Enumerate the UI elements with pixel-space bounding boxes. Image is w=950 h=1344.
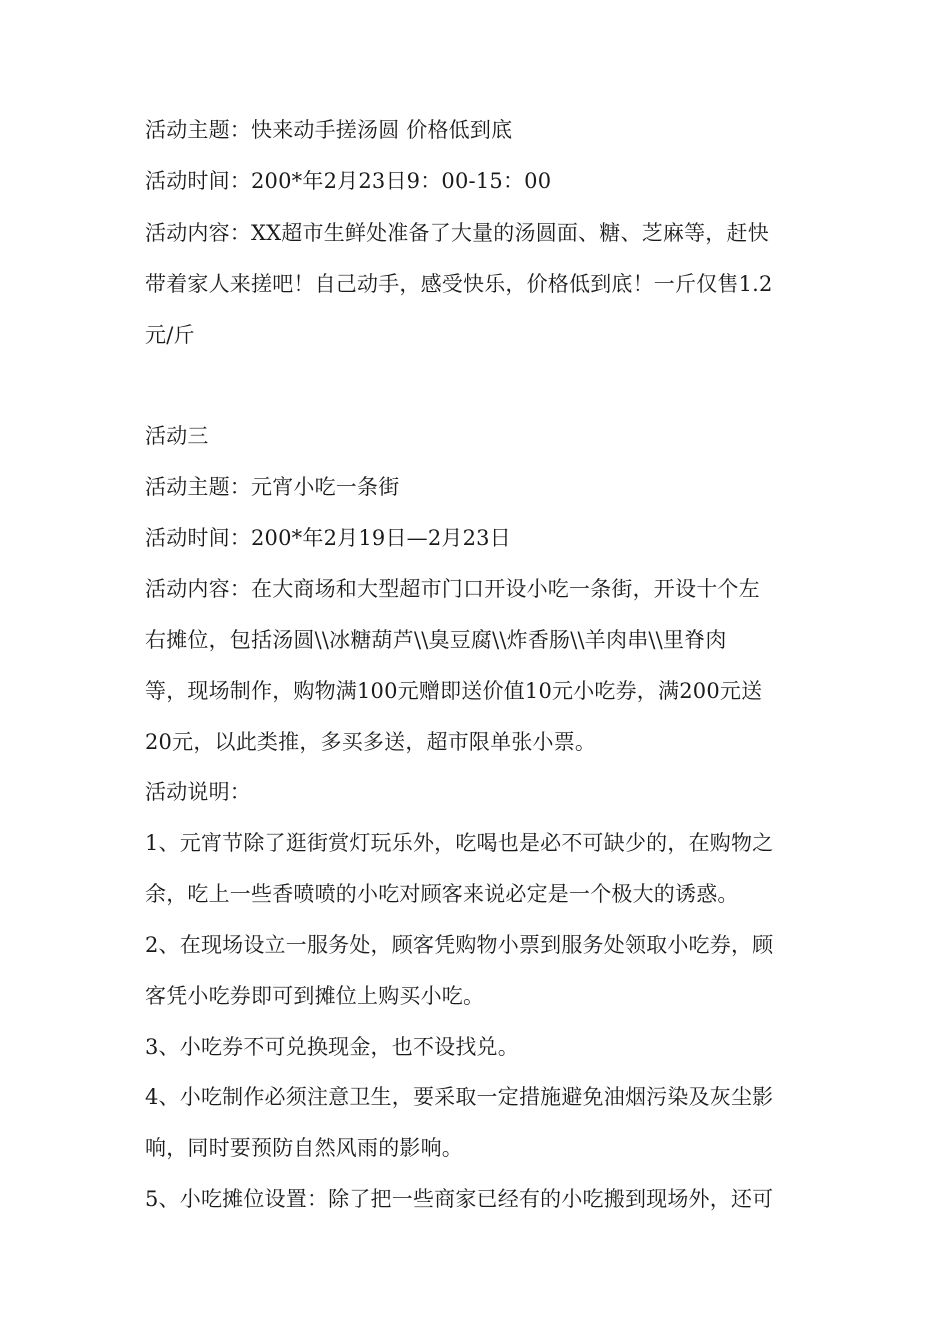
note-item-3: 3、小吃券不可兑换现金，也不设找兑。: [145, 1035, 519, 1059]
activity-content-line: 等，现场制作，购物满100元赠即送价值10元小吃券，满200元送: [145, 679, 763, 703]
note-item-1: 1、元宵节除了逛街赏灯玩乐外，吃喝也是必不可缺少的，在购物之: [145, 831, 774, 855]
activity-notes-heading: 活动说明：: [145, 780, 251, 804]
note-item-5: 5、小吃摊位设置：除了把一些商家已经有的小吃搬到现场外，还可: [145, 1187, 774, 1211]
section-heading-activity-three: 活动三: [145, 424, 209, 448]
activity-theme-line: 活动主题：元宵小吃一条街: [145, 475, 400, 499]
activity-content-line: 带着家人来搓吧！自己动手，感受快乐，价格低到底！一斤仅售1.2: [145, 272, 773, 296]
activity-content-line: 活动内容：XX超市生鲜处准备了大量的汤圆面、糖、芝麻等，赶快: [145, 221, 769, 245]
activity-content-line: 元/斤: [145, 323, 195, 347]
activity-time-line: 活动时间：200*年2月23日9：00-15：00: [145, 169, 552, 193]
note-item-4: 响，同时要预防自然风雨的影响。: [145, 1136, 463, 1160]
activity-content-line: 活动内容：在大商场和大型超市门口开设小吃一条街，开设十个左: [145, 577, 760, 601]
activity-time-line: 活动时间：200*年2月19日—2月23日: [145, 526, 511, 550]
activity-theme-line: 活动主题：快来动手搓汤圆 价格低到底: [145, 118, 513, 142]
note-item-2: 客凭小吃券即可到摊位上购买小吃。: [145, 984, 485, 1008]
note-item-2: 2、在现场设立一服务处，顾客凭购物小票到服务处领取小吃券，顾: [145, 933, 774, 957]
note-item-1: 余，吃上一些香喷喷的小吃对顾客来说必定是一个极大的诱惑。: [145, 882, 739, 906]
activity-content-line: 右摊位，包括汤圆\\冰糖葫芦\\臭豆腐\\炸香肠\\羊肉串\\里脊肉: [145, 628, 727, 652]
note-item-4: 4、小吃制作必须注意卫生，要采取一定措施避免油烟污染及灰尘影: [145, 1085, 774, 1109]
activity-content-line: 20元，以此类推，多买多送，超市限单张小票。: [145, 730, 597, 754]
